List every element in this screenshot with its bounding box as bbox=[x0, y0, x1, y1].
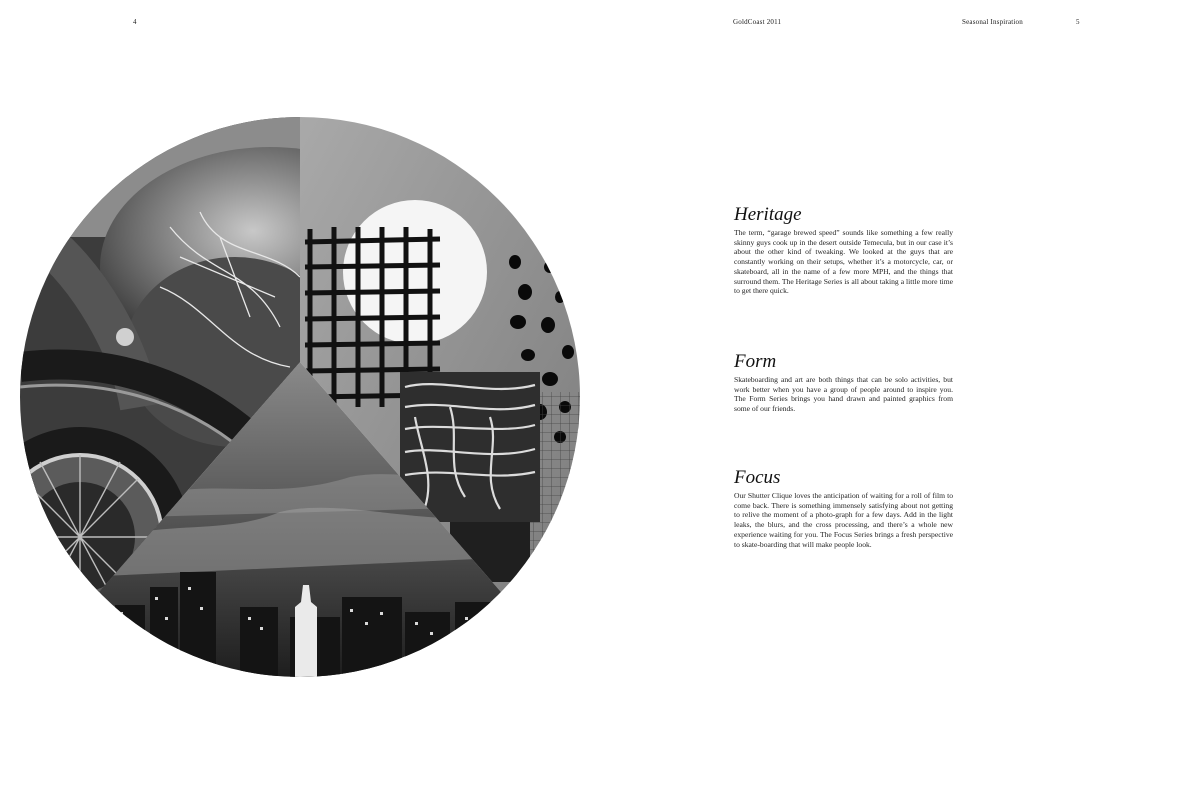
left-page-number: 4 bbox=[133, 18, 137, 26]
section-heritage-title: Heritage bbox=[734, 204, 802, 225]
section-form-title: Form bbox=[734, 351, 777, 372]
section-form bbox=[734, 352, 953, 414]
section-focus-title: Focus bbox=[734, 467, 781, 488]
section-heritage bbox=[734, 205, 953, 296]
right-page-number: 5 bbox=[1076, 18, 1080, 26]
section-heritage-body: The term, “garage brewed speed” sounds like something a few really skinny guys cook up in the desert outside Temecula, but in our case it’s about the other kind of tweaking. We looked at the guys that are constantly working on their setups, whether it’s a motorcycle, car, or skateboard, all in the name of a few more MPH, and the things that surround them. The Heritage Series is all about taking a little more time to get there quick. bbox=[734, 228, 953, 296]
circular-collage-artwork bbox=[20, 117, 580, 677]
section-focus-body: Our Shutter Clique loves the anticipation of waiting for a roll of film to come back. There is something immensely satisfying about not getting to relive the moment of a photo-graph for a few days. Add in the light leaks, the blurs, and the cross processing, and there’s a whole new experience waiting for you. The Focus Series brings a fresh perspective to skate-boarding that will make people look. bbox=[734, 491, 953, 549]
section-form-body: Skateboarding and art are both things that can be solo activities, but work better when you have a group of people around to inspire you. The Form Series brings you hand drawn and painted graphics from some of our friends. bbox=[734, 375, 953, 414]
running-title-right: Seasonal Inspiration bbox=[962, 18, 1023, 26]
section-focus bbox=[734, 468, 953, 549]
running-title-left: GoldCoast 2011 bbox=[733, 18, 782, 26]
